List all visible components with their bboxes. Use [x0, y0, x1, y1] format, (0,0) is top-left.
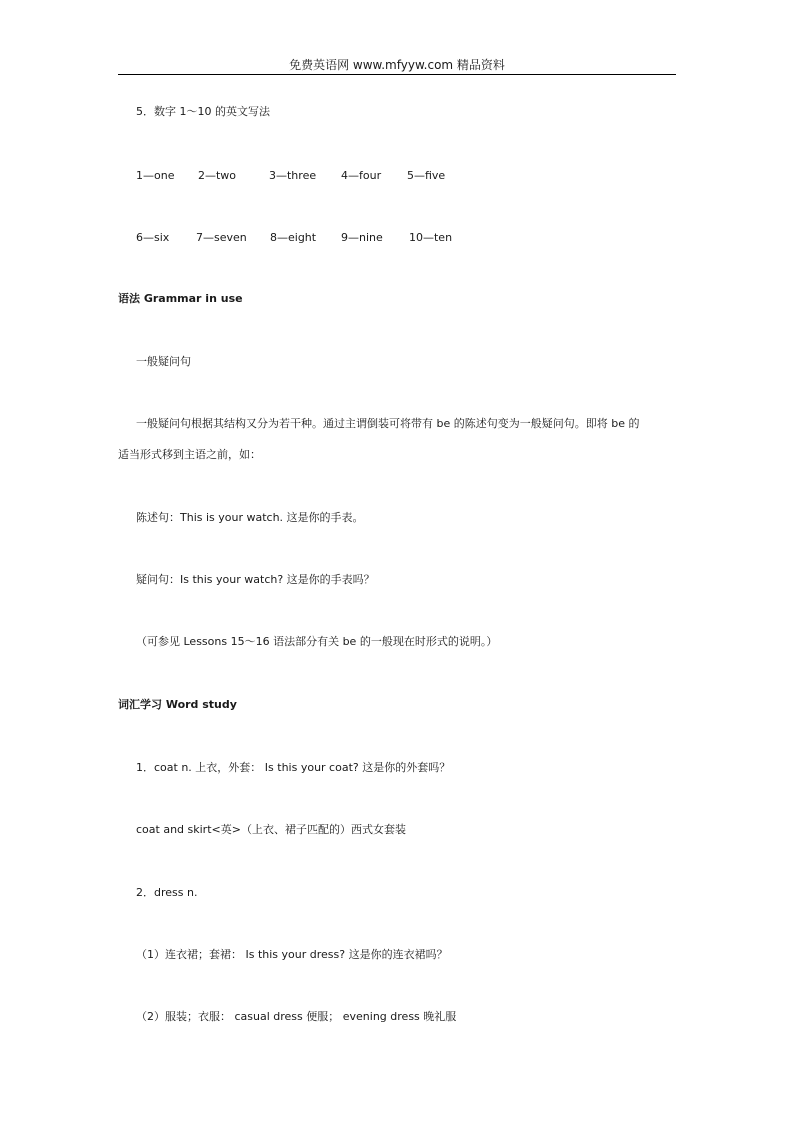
- number-word: 1—one: [136, 169, 175, 182]
- header-rule: [118, 74, 676, 75]
- word-study-item-2: 2．dress n.: [136, 886, 198, 899]
- word-study-heading: 词汇学习 Word study: [118, 698, 237, 711]
- number-word: 10—ten: [409, 231, 453, 244]
- statement-example: 陈述句：This is your watch. 这是你的手表。: [136, 511, 364, 524]
- page-header: 免费英语网 www.mfyyw.com 精品资料: [289, 58, 505, 72]
- word-study-item-2-sense-2: （2）服装；衣服： casual dress 便服； evening dress 晚礼服: [136, 1010, 457, 1023]
- number-word: 7—seven: [196, 231, 247, 244]
- grammar-paragraph-line-2: 适当形式移到主语之前，如：: [118, 448, 261, 461]
- word-study-item-2-sense-1: （1）连衣裙；套裙： Is this your dress? 这是你的连衣裙吗？: [136, 948, 448, 961]
- numbers-heading: 5．数字 1～10 的英文写法: [136, 105, 270, 118]
- number-word: 3—three: [269, 169, 317, 182]
- grammar-note: （可参见 Lessons 15～16 语法部分有关 be 的一般现在时形式的说明。）: [136, 635, 498, 648]
- grammar-paragraph-line-1: 一般疑问句根据其结构又分为若干种。通过主谓倒装可将带有 be 的陈述句变为一般疑问句。即将 be 的: [136, 417, 640, 430]
- grammar-subheading: 一般疑问句: [136, 355, 191, 368]
- number-word: 9—nine: [341, 231, 383, 244]
- number-word: 5—five: [407, 169, 446, 182]
- number-word: 2—two: [198, 169, 237, 182]
- number-word: 6—six: [136, 231, 170, 244]
- word-study-item-1: 1．coat n. 上衣，外套： Is this your coat? 这是你的外套吗？: [136, 761, 451, 774]
- question-example: 疑问句：Is this your watch? 这是你的手表吗？: [136, 573, 375, 586]
- word-study-item-1-phrase: coat and skirt<英>（上衣、裙子匹配的）西式女套装: [136, 823, 406, 836]
- number-word: 4—four: [341, 169, 382, 182]
- grammar-heading: 语法 Grammar in use: [118, 292, 243, 305]
- number-word: 8—eight: [270, 231, 317, 244]
